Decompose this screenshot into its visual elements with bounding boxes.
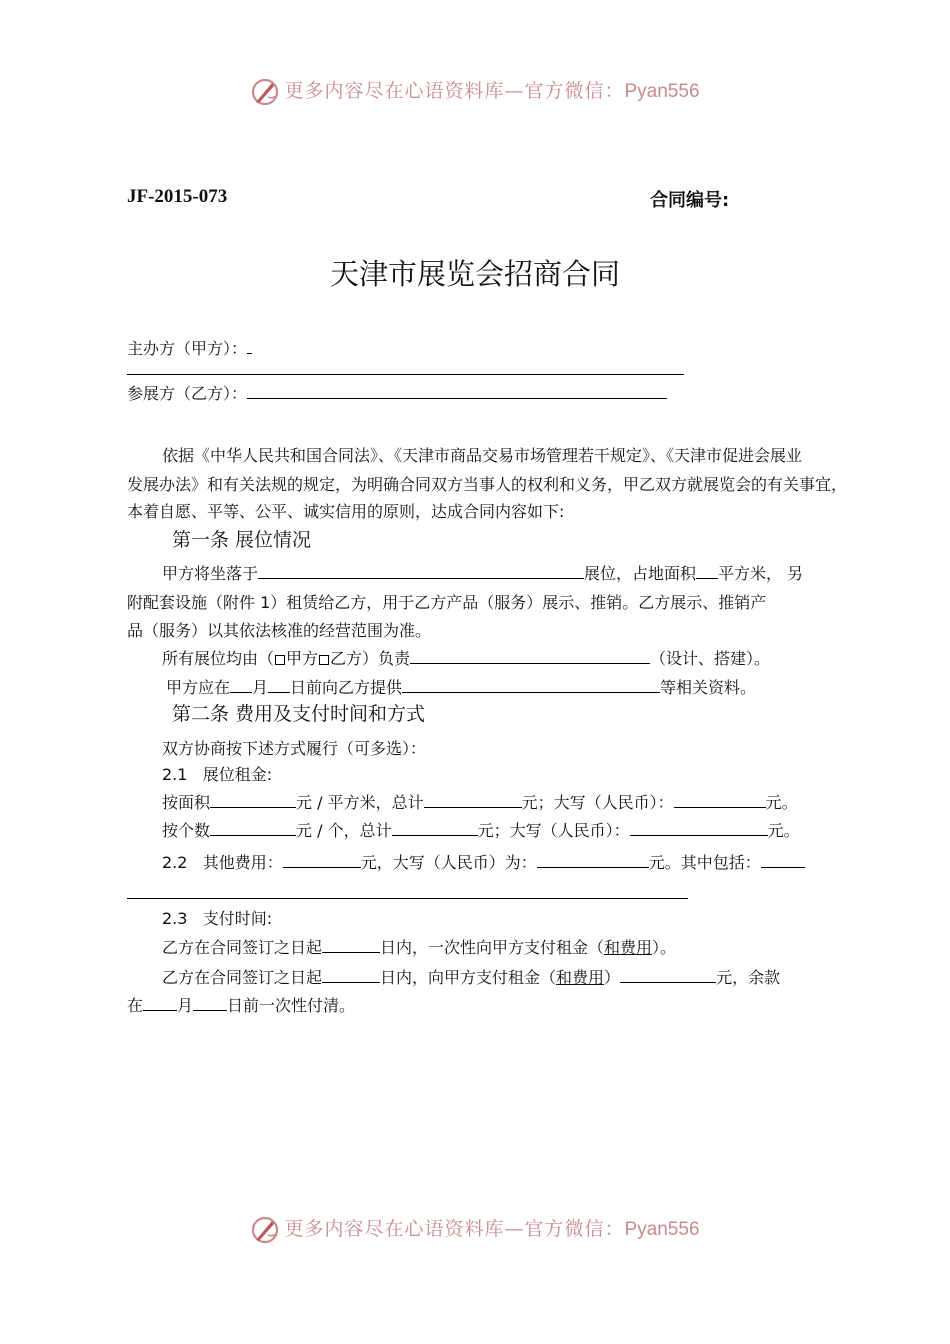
watermark-top <box>0 76 950 107</box>
party-b-label: 参展方（乙方）： <box>127 381 667 404</box>
rent-count-words-field[interactable] <box>630 819 768 836</box>
payment-line-3: 在 月 日前一次性付清。 <box>127 996 356 1015</box>
rent-area-price-field[interactable] <box>210 791 296 808</box>
party-a-field[interactable] <box>247 337 252 354</box>
watermark-bottom <box>0 1214 950 1245</box>
other-fees-words-field[interactable] <box>537 851 649 868</box>
other-fees-items-field[interactable] <box>761 851 805 868</box>
checkbox-party-a[interactable] <box>275 655 285 665</box>
article-2-heading: 第二条 费用及支付时间和方式 <box>172 703 426 725</box>
rent-area-total-field[interactable] <box>424 791 522 808</box>
payment-days-1-field[interactable] <box>322 936 380 953</box>
balance-day-field[interactable] <box>193 994 227 1011</box>
watermark-text: 更多内容尽在心语资料库—官方微信： <box>284 80 625 102</box>
rent-by-area: 按面积 元 / 平方米，总计 元；大写（人民币）： 元。 <box>162 793 798 812</box>
payment-line-1: 乙方在合同签订之日起 日内，一次性向甲方支付租金（和费用）。 <box>162 938 677 957</box>
other-fees-line[interactable] <box>127 898 688 899</box>
article-1-line-1: 甲方将坐落于 展位，占地面积 平方米， 另 <box>162 564 804 583</box>
responsible-field[interactable] <box>410 647 650 664</box>
payment-days-2-field[interactable] <box>322 966 380 983</box>
section-2-1: 2.1 展位租金: <box>162 765 273 784</box>
booth-location-field[interactable] <box>258 562 584 579</box>
page-title: 天津市展览会招商合同 <box>329 257 620 291</box>
article-2-intro: 双方协商按下述方式履行（可多选）： <box>162 739 427 758</box>
intro-line-3: 本着自愿、平等、公平、诚实信用的原则，达成合同内容如下: <box>127 502 565 521</box>
intro-line-2: 发展办法》和有关法规的规定，为明确合同双方当事人的权利和义务，甲乙双方就展览会的有关事宜， <box>127 475 848 494</box>
party-a-line[interactable] <box>127 374 684 375</box>
watermark-wechat: Pyan556 <box>624 81 700 102</box>
contract-number-label: 合同编号: <box>650 190 730 211</box>
section-2-2: 2.2 其他费用： 元，大写（人民币）为： 元。其中包括： <box>162 850 805 873</box>
rent-by-count: 按个数 元 / 个，总计 元；大写（人民币）： 元。 <box>162 821 800 840</box>
article-1-heading: 第一条 展位情况 <box>172 529 312 551</box>
balance-month-field[interactable] <box>143 994 177 1011</box>
watermark-text: 更多内容尽在心语资料库—官方微信： <box>284 1218 625 1240</box>
intro-line-1: 依据《中华人民共和国合同法》、《天津市商品交易市场管理若干规定》、《天津市促进会展业 <box>162 446 803 465</box>
document-code: JF-2015-073 <box>127 186 228 207</box>
quill-logo-icon <box>250 1215 280 1245</box>
rent-count-price-field[interactable] <box>210 819 296 836</box>
section-2-3: 2.3 支付时间: <box>162 909 273 928</box>
payment-amount-field[interactable] <box>620 966 716 983</box>
article-1-line-2: 附配套设施（附件 1）租赁给乙方，用于乙方产品（服务）展示、推销。乙方展示、推销产 <box>127 593 767 612</box>
article-1-line-5: 甲方应在 月 日前向乙方提供 等相关资料。 <box>166 678 757 697</box>
day-field[interactable] <box>268 676 290 693</box>
payment-line-2: 乙方在合同签订之日起 日内，向甲方支付租金（和费用） 元，余款 <box>162 968 781 987</box>
article-1-line-4: 所有展位均由（ 甲方 乙方）负责 （设计、搭建）。 <box>162 649 771 668</box>
month-field[interactable] <box>230 676 252 693</box>
watermark-wechat: Pyan556 <box>624 1219 700 1240</box>
party-a-label: 主办方（甲方）： <box>127 336 252 359</box>
rent-count-total-field[interactable] <box>392 819 478 836</box>
other-fees-field[interactable] <box>283 851 361 868</box>
booth-area-field[interactable] <box>696 562 718 579</box>
checkbox-party-b[interactable] <box>319 655 329 665</box>
article-1-line-3: 品（服务）以其依法核准的经营范围为准。 <box>127 621 432 640</box>
party-b-field[interactable] <box>247 382 667 399</box>
quill-logo-icon <box>250 77 280 107</box>
materials-field[interactable] <box>402 676 660 693</box>
rent-area-words-field[interactable] <box>674 791 766 808</box>
